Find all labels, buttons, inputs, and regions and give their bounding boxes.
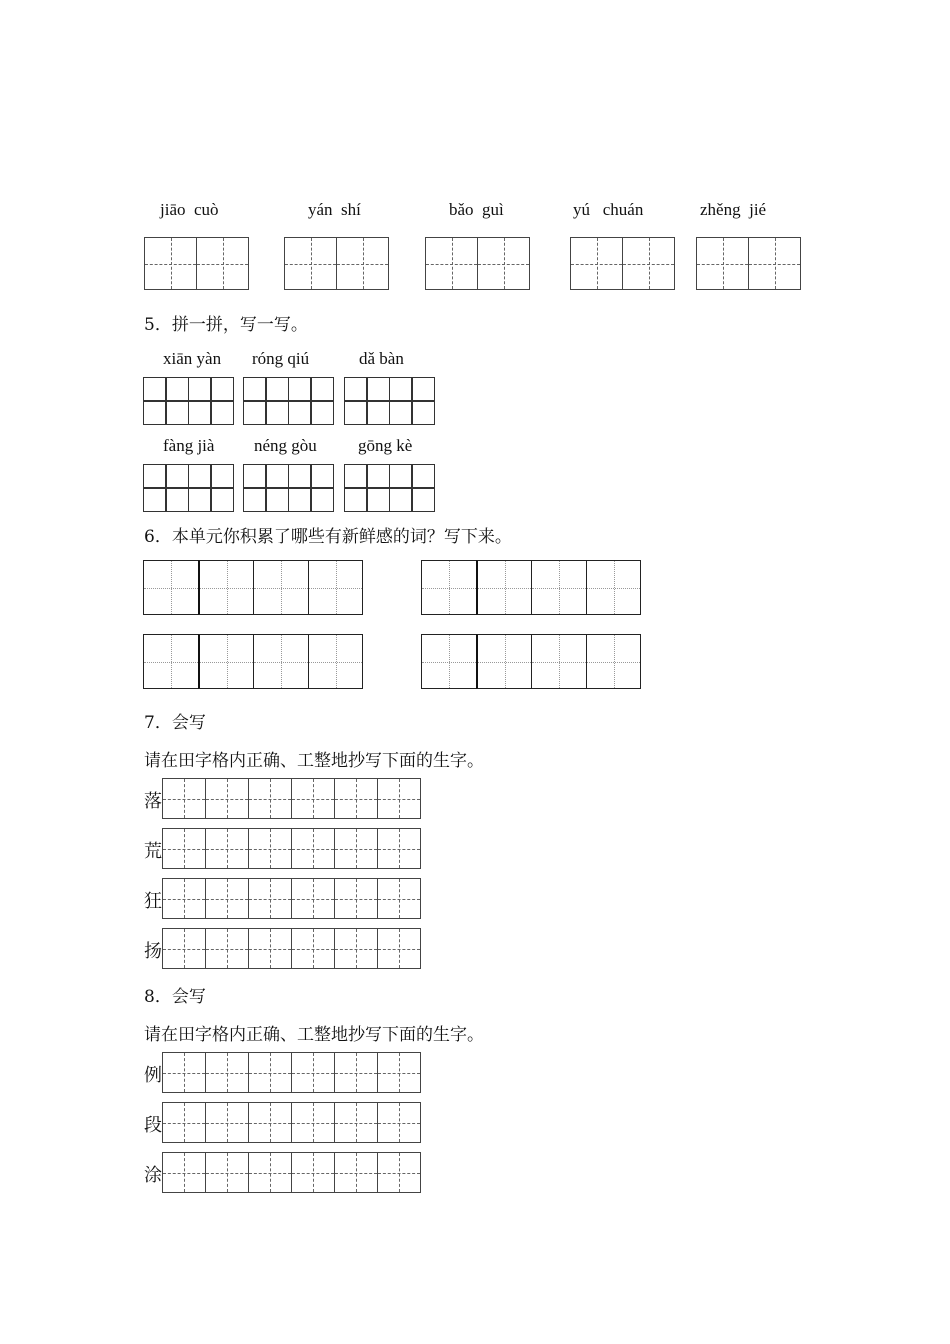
sample-character: 落 [144,791,162,812]
sample-character: 例 [144,1065,162,1086]
writing-cell[interactable] [288,464,334,512]
writing-cell[interactable] [377,778,421,819]
writing-cell[interactable] [377,878,421,919]
writing-cell[interactable] [162,778,206,819]
writing-cell[interactable] [205,1052,249,1093]
question-8-instruction: 请在田字格内正确、工整地抄写下面的生字。 [144,1025,484,1045]
writing-cell[interactable] [205,1152,249,1193]
writing-cell[interactable] [334,1152,378,1193]
pinyin-zheng-jie: zhěng jié [700,200,767,219]
writing-cell[interactable] [377,1152,421,1193]
writing-cell[interactable] [421,560,477,615]
writing-cell[interactable] [377,828,421,869]
pinyin-rong-qiu: róng qiú [252,349,310,368]
writing-cell[interactable] [748,237,801,290]
writing-cell[interactable] [344,464,390,512]
writing-cell[interactable] [162,828,206,869]
writing-cell[interactable] [570,237,623,290]
writing-cell[interactable] [291,828,335,869]
question-6-title: 6．本单元你积累了哪些有新鲜感的词？写下来。 [144,527,512,547]
writing-cell[interactable] [291,928,335,969]
writing-cell[interactable] [334,778,378,819]
writing-cell[interactable] [291,1102,335,1143]
pinyin-yan-shi: yán shí [308,200,361,219]
writing-cell[interactable] [162,1052,206,1093]
writing-cell[interactable] [421,634,477,689]
writing-cell[interactable] [198,560,254,615]
writing-cell[interactable] [389,464,435,512]
pinyin-gong-ke: gōng kè [358,436,413,455]
pinyin-bao-gui: bǎo guì [449,200,504,219]
writing-cell[interactable] [248,928,292,969]
writing-cell[interactable] [377,928,421,969]
writing-cell[interactable] [188,377,234,425]
writing-cell[interactable] [377,1052,421,1093]
writing-cell[interactable] [288,377,334,425]
writing-cell[interactable] [143,377,189,425]
writing-cell[interactable] [586,560,641,615]
writing-cell[interactable] [243,377,289,425]
writing-cell[interactable] [253,560,309,615]
writing-cell[interactable] [162,928,206,969]
writing-cell[interactable] [162,1152,206,1193]
writing-cell[interactable] [248,828,292,869]
question-8-title: 8．会写 [144,987,206,1007]
question-7-instruction: 请在田字格内正确、工整地抄写下面的生字。 [144,751,484,771]
writing-cell[interactable] [476,560,532,615]
sample-character: 狂 [144,891,162,912]
question-7-title: 7．会写 [144,713,206,733]
writing-cell[interactable] [248,878,292,919]
writing-cell[interactable] [334,828,378,869]
pinyin-da-ban: dǎ bàn [359,349,404,368]
writing-cell[interactable] [143,464,189,512]
writing-cell[interactable] [284,237,337,290]
writing-cell[interactable] [291,778,335,819]
writing-cell[interactable] [586,634,641,689]
writing-cell[interactable] [162,1102,206,1143]
writing-cell[interactable] [377,1102,421,1143]
writing-cell[interactable] [308,634,363,689]
writing-cell[interactable] [476,634,532,689]
sample-character: 涂 [144,1165,162,1186]
pinyin-fang-jia: fàng jià [163,436,215,455]
writing-cell[interactable] [291,1052,335,1093]
writing-cell[interactable] [477,237,530,290]
writing-cell[interactable] [196,237,249,290]
sample-character: 荒 [144,841,162,862]
writing-cell[interactable] [334,1052,378,1093]
sample-character: 扬 [144,941,162,962]
writing-cell[interactable] [531,634,587,689]
writing-cell[interactable] [291,1152,335,1193]
writing-cell[interactable] [334,878,378,919]
writing-cell[interactable] [143,634,199,689]
writing-cell[interactable] [144,237,197,290]
writing-cell[interactable] [205,928,249,969]
writing-cell[interactable] [248,1102,292,1143]
pinyin-neng-gou: néng gòu [254,436,317,455]
writing-cell[interactable] [336,237,389,290]
pinyin-yu-chuan: yú chuán [573,200,644,219]
question-5-title: 5．拼一拼，写一写。 [144,315,308,335]
writing-cell[interactable] [334,928,378,969]
writing-cell[interactable] [162,878,206,919]
writing-cell[interactable] [205,1102,249,1143]
writing-cell[interactable] [291,878,335,919]
writing-cell[interactable] [308,560,363,615]
pinyin-xian-yan: xiān yàn [163,349,222,368]
writing-cell[interactable] [205,778,249,819]
writing-cell[interactable] [253,634,309,689]
writing-cell[interactable] [344,377,390,425]
writing-cell[interactable] [622,237,675,290]
writing-cell[interactable] [389,377,435,425]
sample-character: 段 [144,1115,162,1136]
writing-cell[interactable] [205,828,249,869]
writing-cell[interactable] [248,1152,292,1193]
writing-cell[interactable] [143,560,199,615]
writing-cell[interactable] [696,237,749,290]
writing-cell[interactable] [248,778,292,819]
writing-cell[interactable] [425,237,478,290]
writing-cell[interactable] [198,634,254,689]
writing-cell[interactable] [334,1102,378,1143]
writing-cell[interactable] [243,464,289,512]
writing-cell[interactable] [205,878,249,919]
writing-cell[interactable] [531,560,587,615]
pinyin-jiao-cuo: jiāo cuò [160,200,219,219]
writing-cell[interactable] [248,1052,292,1093]
writing-cell[interactable] [188,464,234,512]
